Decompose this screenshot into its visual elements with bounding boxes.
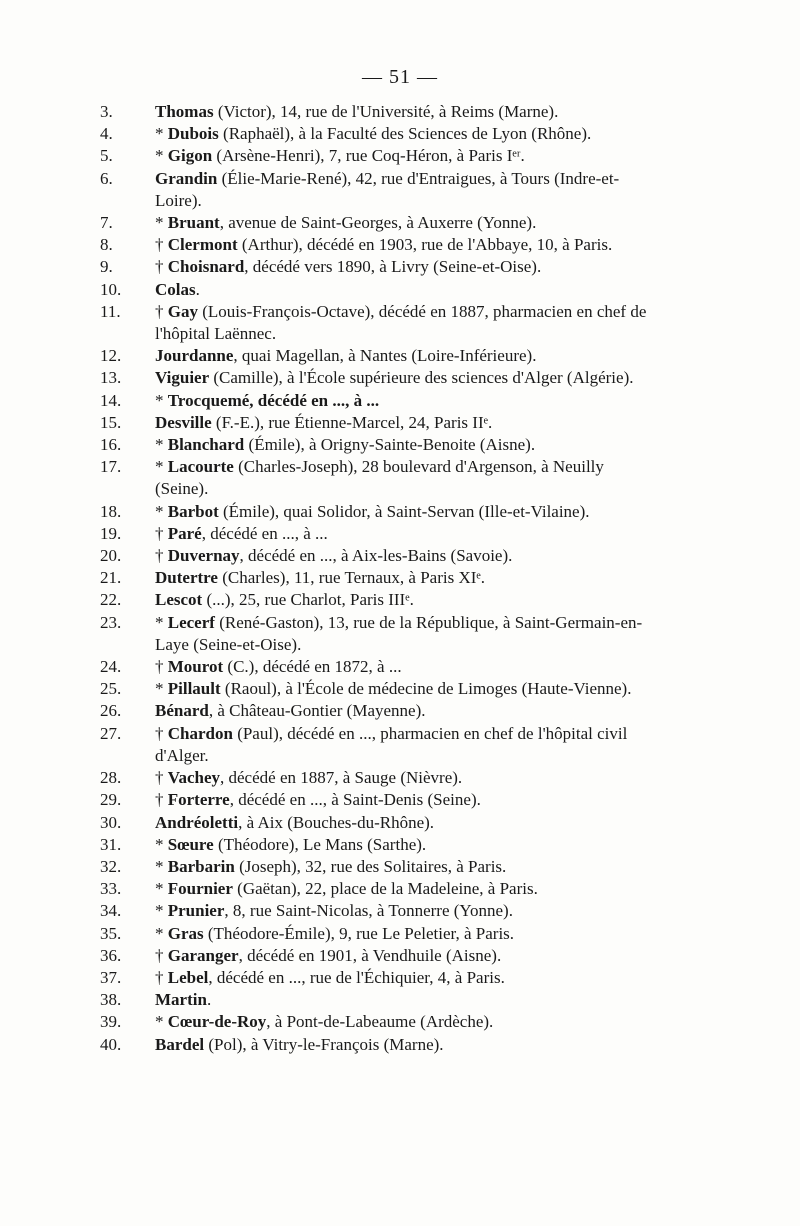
entry-text xyxy=(155,345,660,367)
entry-details: (Raphaël), à la Faculté des Sciences de Lyon (Rhône). xyxy=(218,124,592,144)
entry-number: 10. xyxy=(100,279,122,299)
entry-text xyxy=(155,234,660,256)
entry-details: , décédé en 1887, à Sauge (Nièvre). xyxy=(220,768,463,788)
entry-marker: † xyxy=(155,945,168,965)
entry-marker: * xyxy=(155,124,168,144)
entry-name: Barbarin xyxy=(167,856,235,876)
entry-details: (Théodore), Le Mans (Sarthe). xyxy=(213,834,427,854)
list-item xyxy=(100,945,660,967)
entry-text xyxy=(155,456,660,500)
entry-text xyxy=(155,767,660,789)
entry-details: (Émile), quai Solidor, à Saint-Servan (Ille-et-Vilaine). xyxy=(218,501,590,521)
entry-marker: * xyxy=(155,834,168,854)
entry-number: 21. xyxy=(100,568,122,588)
list-item xyxy=(100,989,660,1011)
entry-details: (Arsène-Henri), 7, rue Coq-Héron, à Paris Iᵉʳ. xyxy=(212,146,525,166)
entry-number: 24. xyxy=(100,657,122,677)
entry-number: 22. xyxy=(100,590,122,610)
entry-details: , à Pont-de-Labeaume (Ardèche). xyxy=(266,1012,494,1032)
entry-name: Choisnard xyxy=(167,257,245,277)
entry-name: Cœur-de-Roy xyxy=(167,1012,267,1032)
list-item xyxy=(100,412,660,434)
list-item xyxy=(100,567,660,589)
entry-text xyxy=(155,723,660,767)
entry-name: Trocquemé, décédé en ..., à ... xyxy=(167,390,380,410)
entry-number: 32. xyxy=(100,856,122,876)
entry-text xyxy=(155,523,660,545)
entry-number: 11. xyxy=(100,301,121,321)
entry-details: (Charles-Joseph), 28 boulevard d'Argenson, à Neuilly (Seine). xyxy=(155,457,604,499)
entry-marker: * xyxy=(155,679,168,699)
entry-details: , décédé vers 1890, à Livry (Seine-et-Oise). xyxy=(244,257,542,277)
entry-text xyxy=(155,989,660,1011)
list-item xyxy=(100,834,660,856)
entry-text xyxy=(155,923,660,945)
entry-text xyxy=(155,256,660,278)
entry-name: Jourdanne xyxy=(155,346,234,366)
list-item xyxy=(100,589,660,611)
entry-marker: * xyxy=(155,457,168,477)
entry-text xyxy=(155,900,660,922)
entry-details: , à Château-Gontier (Mayenne). xyxy=(208,701,426,721)
entry-text xyxy=(155,656,660,678)
entry-text xyxy=(155,212,660,234)
entry-name: Bénard xyxy=(155,701,209,721)
entry-details: (Joseph), 32, rue des Solitaires, à Paris. xyxy=(234,856,507,876)
entry-number: 4. xyxy=(100,124,113,144)
entry-number: 23. xyxy=(100,612,122,632)
entry-marker: † xyxy=(155,657,168,677)
entry-name: Forterre xyxy=(167,790,230,810)
entry-number: 7. xyxy=(100,213,113,233)
entry-name: Chardon xyxy=(167,723,233,743)
entry-details: . xyxy=(206,990,212,1010)
list-item xyxy=(100,700,660,722)
entry-name: Sœure xyxy=(167,834,214,854)
entry-number: 9. xyxy=(100,257,113,277)
entry-text xyxy=(155,812,660,834)
entry-details: (F.-E.), rue Étienne-Marcel, 24, Paris IIᵉ. xyxy=(211,412,493,432)
entry-name: Lescot xyxy=(155,590,203,610)
entry-name: Lebel xyxy=(167,967,209,987)
list-item xyxy=(100,345,660,367)
entry-number: 35. xyxy=(100,923,122,943)
entry-details: (Pol), à Vitry-le-François (Marne). xyxy=(204,1034,444,1054)
entry-details: (Élie-Marie-René), 42, rue d'Entraigues, à Tours (Indre-et-Loire). xyxy=(155,168,620,210)
entry-marker: † xyxy=(155,235,168,255)
entry-details: , avenue de Saint-Georges, à Auxerre (Yonne). xyxy=(219,213,537,233)
entry-number: 20. xyxy=(100,546,122,566)
entry-number: 30. xyxy=(100,812,122,832)
entry-number: 37. xyxy=(100,967,122,987)
entry-name: Thomas xyxy=(155,102,214,121)
entry-marker: † xyxy=(155,967,168,987)
entry-details: (Paul), décédé en ..., pharmacien en chef de l'hôpital civil d'Alger. xyxy=(155,723,628,765)
entry-name: Gay xyxy=(167,301,198,321)
entry-number: 39. xyxy=(100,1012,122,1032)
list-item xyxy=(100,523,660,545)
entry-details: (Gaëtan), 22, place de la Madeleine, à Paris. xyxy=(232,879,538,899)
entry-name: Gigon xyxy=(167,146,213,166)
entry-text xyxy=(155,123,660,145)
entry-marker: * xyxy=(155,435,168,455)
entry-text xyxy=(155,856,660,878)
list-item xyxy=(100,656,660,678)
entry-details: (Raoul), à l'École de médecine de Limoges (Haute-Vienne). xyxy=(220,679,632,699)
entry-text xyxy=(155,878,660,900)
entry-text xyxy=(155,567,660,589)
entry-details: , 8, rue Saint-Nicolas, à Tonnerre (Yonne). xyxy=(224,901,513,921)
list-item xyxy=(100,900,660,922)
entry-number: 8. xyxy=(100,235,113,255)
entry-marker: * xyxy=(155,146,168,166)
entry-name: Viguier xyxy=(155,368,210,388)
list-item xyxy=(100,856,660,878)
entry-details: (Charles), 11, rue Ternaux, à Paris XIᵉ. xyxy=(217,568,485,588)
entry-text xyxy=(155,367,660,389)
entry-text xyxy=(155,1011,660,1033)
entry-text xyxy=(155,967,660,989)
entry-marker: * xyxy=(155,501,168,521)
entry-number: 36. xyxy=(100,945,122,965)
entry-text xyxy=(155,612,660,656)
entry-text xyxy=(155,168,660,212)
entry-marker: † xyxy=(155,546,168,566)
entry-details: . xyxy=(195,279,200,299)
entry-marker: * xyxy=(155,213,168,233)
list-item xyxy=(100,234,660,256)
entry-name: Dubois xyxy=(167,124,219,144)
entry-details: , à Aix (Bouches-du-Rhône). xyxy=(238,812,435,832)
list-item xyxy=(100,678,660,700)
entry-text xyxy=(155,789,660,811)
entry-name: Barbot xyxy=(167,501,219,521)
entry-number: 40. xyxy=(100,1034,122,1054)
entry-text xyxy=(155,501,660,523)
entry-details: (Camille), à l'École supérieure des sciences d'Alger (Algérie). xyxy=(209,368,634,388)
entry-text xyxy=(155,945,660,967)
entry-text xyxy=(155,1034,660,1056)
entry-text xyxy=(155,412,660,434)
entry-number: 17. xyxy=(100,457,122,477)
entry-details: , décédé en 1901, à Vendhuile (Aisne). xyxy=(238,945,502,965)
entry-name: Gras xyxy=(167,923,204,943)
entry-details: (Émile), à Origny-Sainte-Benoite (Aisne). xyxy=(244,435,536,455)
entry-marker: * xyxy=(155,879,168,899)
list-item xyxy=(100,789,660,811)
list-item xyxy=(100,501,660,523)
entry-number: 3. xyxy=(100,102,113,121)
entry-number: 19. xyxy=(100,523,122,543)
entry-number: 31. xyxy=(100,834,122,854)
entry-number: 13. xyxy=(100,368,122,388)
entry-name: Prunier xyxy=(167,901,225,921)
entry-marker: † xyxy=(155,790,168,810)
entry-marker: † xyxy=(155,257,168,277)
list-item xyxy=(100,456,660,500)
entry-details: (Théodore-Émile), 9, rue Le Peletier, à Paris. xyxy=(203,923,515,943)
entry-number: 5. xyxy=(100,146,113,166)
list-item xyxy=(100,279,660,301)
entry-text xyxy=(155,279,660,301)
list-item xyxy=(100,101,660,123)
entry-text xyxy=(155,434,660,456)
entry-number: 6. xyxy=(100,168,113,188)
entry-number: 25. xyxy=(100,679,122,699)
entry-marker: * xyxy=(155,901,168,921)
entry-number: 26. xyxy=(100,701,122,721)
entry-text xyxy=(155,700,660,722)
entry-name: Clermont xyxy=(167,235,238,255)
list-item xyxy=(100,256,660,278)
entry-number: 34. xyxy=(100,901,122,921)
entry-name: Lecerf xyxy=(167,612,215,632)
entry-name: Paré xyxy=(167,523,202,543)
entry-details: (Louis-François-Octave), décédé en 1887, pharmacien en chef de l'hôpital Laënnec. xyxy=(155,301,647,344)
entry-name: Andréoletti xyxy=(155,812,239,832)
entry-details: (...), 25, rue Charlot, Paris IIIᵉ. xyxy=(202,590,414,610)
list-item xyxy=(100,301,660,345)
entry-name: Mourot xyxy=(167,657,224,677)
list-item xyxy=(100,967,660,989)
list-item xyxy=(100,212,660,234)
entry-text xyxy=(155,145,660,167)
entry-marker: * xyxy=(155,612,168,632)
entry-text xyxy=(155,390,660,412)
list-item xyxy=(100,723,660,767)
entry-details: , décédé en ..., à Aix-les-Bains (Savoie). xyxy=(239,546,513,566)
entry-name: Bardel xyxy=(155,1034,205,1054)
entry-number: 16. xyxy=(100,435,122,455)
entry-marker: † xyxy=(155,768,168,788)
entry-marker: † xyxy=(155,301,168,321)
entry-name: Martin xyxy=(155,990,207,1010)
entry-text xyxy=(155,545,660,567)
entry-name: Pillault xyxy=(167,679,221,699)
list-item xyxy=(100,123,660,145)
list-item xyxy=(100,145,660,167)
entry-details: (Victor), 14, rue de l'Université, à Reims (Marne). xyxy=(213,102,559,121)
entry-marker: * xyxy=(155,390,168,410)
entry-name: Vachey xyxy=(167,768,221,788)
entry-name: Colas xyxy=(155,279,196,299)
entry-number: 27. xyxy=(100,723,122,743)
entry-text xyxy=(155,301,660,345)
list-item xyxy=(100,812,660,834)
list-item xyxy=(100,545,660,567)
entry-details: , quai Magellan, à Nantes (Loire-Inférieure). xyxy=(233,346,537,366)
entry-name: Blanchard xyxy=(167,435,245,455)
entry-name: Grandin xyxy=(155,168,218,188)
entry-number: 38. xyxy=(100,990,122,1010)
entry-text xyxy=(155,834,660,856)
entry-text xyxy=(155,101,660,123)
entry-number: 28. xyxy=(100,768,122,788)
entry-details: , décédé en ..., à Saint-Denis (Seine). xyxy=(229,790,481,810)
list-item xyxy=(100,612,660,656)
list-item xyxy=(100,434,660,456)
entry-details: (Arthur), décédé en 1903, rue de l'Abbaye, 10, à Paris. xyxy=(237,235,613,255)
entry-marker: * xyxy=(155,856,168,876)
entry-name: Dutertre xyxy=(155,568,218,588)
entry-marker: * xyxy=(155,1012,168,1032)
entry-marker: † xyxy=(155,523,168,543)
list-item xyxy=(100,767,660,789)
entry-number: 14. xyxy=(100,390,122,410)
entry-name: Duvernay xyxy=(167,546,240,566)
entry-name: Desville xyxy=(155,412,212,432)
entry-number: 29. xyxy=(100,790,122,810)
list-item xyxy=(100,923,660,945)
entry-details: (C.), décédé en 1872, à ... xyxy=(223,657,402,677)
list-item xyxy=(100,1034,660,1056)
entry-number: 33. xyxy=(100,879,122,899)
entry-number: 18. xyxy=(100,501,122,521)
entry-list xyxy=(100,101,660,1056)
entry-name: Bruant xyxy=(167,213,220,233)
list-item xyxy=(100,367,660,389)
entry-name: Garanger xyxy=(167,945,239,965)
entry-marker: * xyxy=(155,923,168,943)
entry-name: Fournier xyxy=(167,879,233,899)
entry-name: Lacourte xyxy=(167,457,234,477)
entry-details: , décédé en ..., rue de l'Échiquier, 4, à Paris. xyxy=(208,967,505,987)
entry-marker: † xyxy=(155,723,168,743)
entry-number: 12. xyxy=(100,346,122,366)
entry-text xyxy=(155,678,660,700)
entry-number: 15. xyxy=(100,412,122,432)
list-item xyxy=(100,168,660,212)
page-number: — 51 — xyxy=(362,66,438,88)
list-item xyxy=(100,1011,660,1033)
entry-details: , décédé en ..., à ... xyxy=(201,523,328,543)
entry-details: (René-Gaston), 13, rue de la République, à Saint-Germain-en-Laye (Seine-et-Oise). xyxy=(155,612,643,654)
list-item xyxy=(100,878,660,900)
list-item xyxy=(100,390,660,412)
entry-text xyxy=(155,589,660,611)
